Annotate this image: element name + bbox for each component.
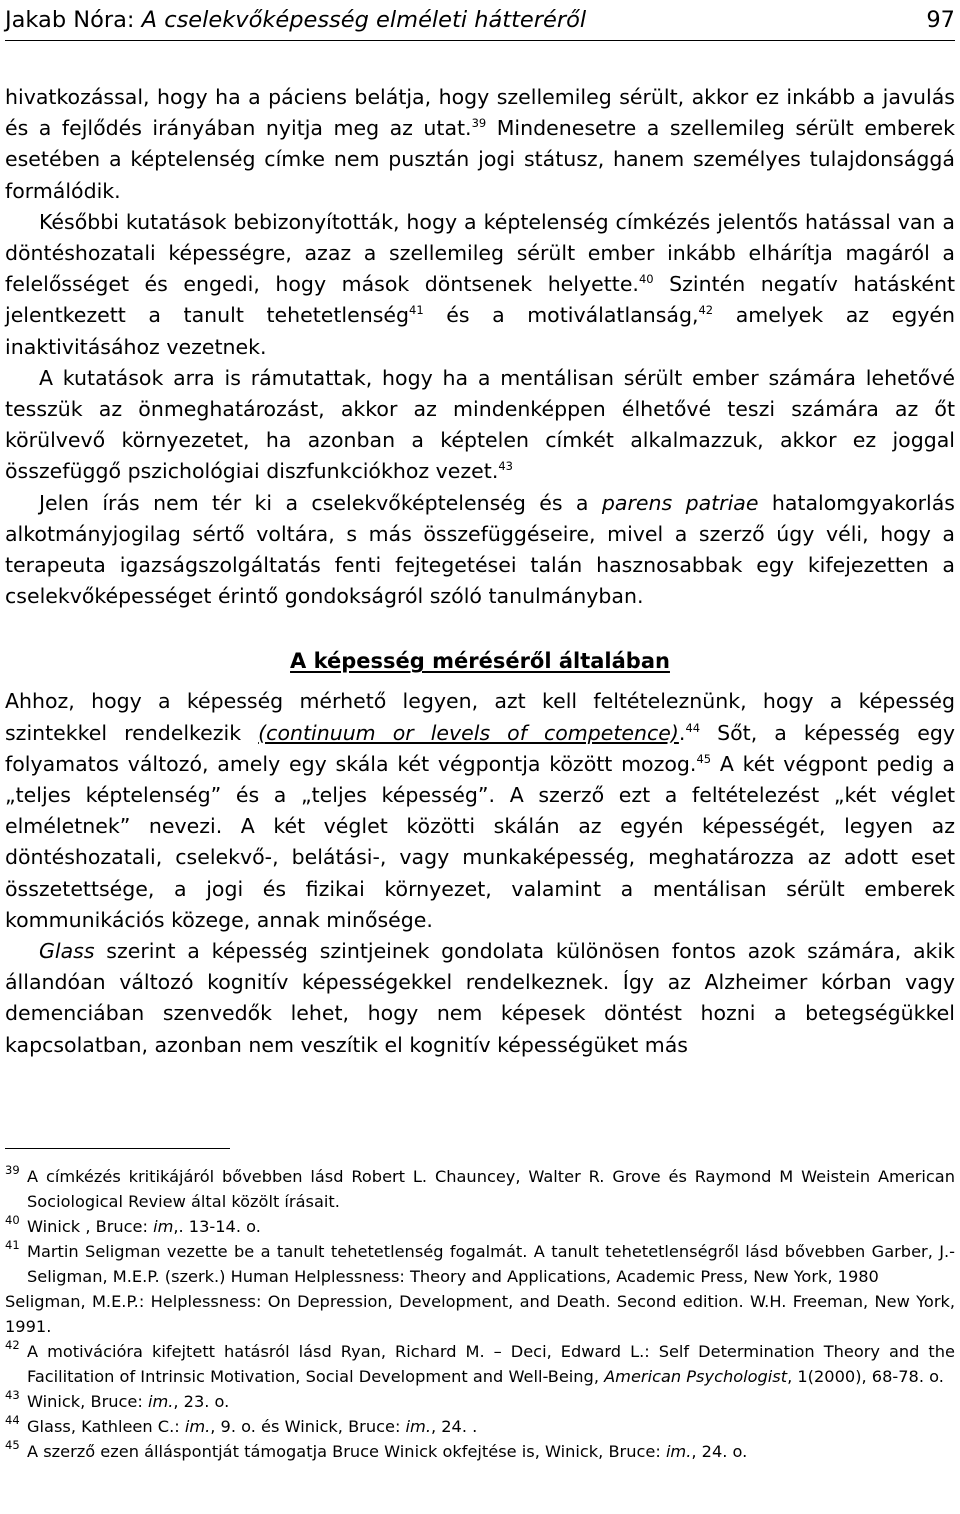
footnote-41 bbox=[5, 1239, 955, 1289]
paragraph-5 bbox=[5, 686, 955, 936]
main-text bbox=[5, 82, 955, 1061]
footnote-ref-43[interactable]: 43 bbox=[498, 459, 513, 474]
text-run: . bbox=[678, 720, 686, 745]
footnote-number: 40 bbox=[5, 1213, 20, 1227]
footnote-ref-40[interactable]: 40 bbox=[638, 272, 654, 287]
footnote-text: ,. 13-14. o. bbox=[173, 1217, 261, 1236]
footnote-ref-45[interactable]: 45 bbox=[696, 751, 712, 766]
italic-term: parens patriae bbox=[601, 490, 759, 515]
footnote-text: , 9. o. és Winick, Bruce: bbox=[210, 1417, 406, 1436]
footnote-41-continued bbox=[5, 1289, 955, 1339]
footnote-43 bbox=[5, 1389, 955, 1414]
paragraph-4 bbox=[5, 488, 955, 613]
footnotes bbox=[5, 1164, 955, 1464]
text-run: hatalomgyakorlás alkotmányjogilag sértő voltára, s más összefüggéseire, mivel a szerző úgy véli, hogy a terapeuta igazságszolgáltatás fenti fejtegetései talán hasznosabbak egy kifejezetten a cselekvőképességet érintő gondokságról szóló tanulmányban. bbox=[5, 490, 955, 609]
footnote-text: Martin Seligman vezette be a tanult tehetetlenség fogalmát. A tanult tehetetlenségről lásd bővebben Garber, J.-Seligman, M.E.P. (szerk.) Human Helplessness: Theory and Applications, Academic Press, New York, 1980 bbox=[27, 1242, 955, 1286]
paragraph-6 bbox=[5, 936, 955, 1061]
footnote-text: A címkézés kritikájáról bővebben lásd Robert L. Chauncey, Walter R. Grove és Raymond M Weistein American Sociological Review által közölt írásait. bbox=[27, 1167, 955, 1211]
header-title bbox=[5, 0, 586, 40]
footnote-text: , 1(2000), 68-78. o. bbox=[787, 1367, 944, 1386]
italic-term: (continuum or levels of competence) bbox=[258, 720, 679, 745]
footnote-ref-42[interactable]: 42 bbox=[698, 303, 714, 318]
footnote-italic: im. bbox=[665, 1442, 692, 1461]
paragraph-3 bbox=[5, 363, 955, 488]
text-run: Ahhoz, hogy a képesség mérhető legyen, azt kell feltételeznünk, hogy a képesség szintekkel rendelkezik bbox=[5, 689, 955, 745]
footnote-italic: im bbox=[153, 1217, 174, 1236]
text-run: Szintén negatív hatásként jelentkezett a tanult tehetetlenség bbox=[5, 272, 955, 328]
footnote-number: 43 bbox=[5, 1388, 20, 1402]
text-run: és a motiválatlanság, bbox=[423, 303, 699, 328]
footnote-44 bbox=[5, 1414, 955, 1439]
page-number: 97 bbox=[926, 7, 955, 33]
text-run: amelyek az egyén inaktivitásához vezetnek. bbox=[5, 303, 955, 359]
footnote-text: , 24. . bbox=[430, 1417, 478, 1436]
footnote-45 bbox=[5, 1439, 955, 1464]
footnote-ref-44[interactable]: 44 bbox=[685, 720, 701, 735]
running-header bbox=[5, 0, 955, 41]
header-work-title: A cselekvőképesség elméleti hátteréről bbox=[141, 7, 587, 33]
footnote-separator bbox=[5, 1148, 230, 1149]
footnote-text: A szerző ezen álláspontját támogatja Bruce Winick okfejtése is, Winick, Bruce: bbox=[27, 1442, 666, 1461]
footnote-40 bbox=[5, 1214, 955, 1239]
footnote-text: , 24. o. bbox=[691, 1442, 748, 1461]
footnote-italic: im. bbox=[405, 1417, 431, 1436]
footnote-text: Winick , Bruce: bbox=[27, 1217, 154, 1236]
header-author: Jakab Nóra: bbox=[5, 7, 135, 33]
section-heading: A képesség méréséről általában bbox=[290, 649, 670, 674]
italic-term: Glass bbox=[39, 939, 95, 964]
footnote-text: Seligman, M.E.P.: Helplessness: On Depression, Development, and Death. Second edition. W.H. Freeman, New York, 1991. bbox=[5, 1292, 955, 1336]
text-run: A két végpont pedig a „teljes képtelenség” és a „teljes képesség”. A szerző ezt a feltételezést „két véglet elméletnek” nevezi. A két véglet közötti skálán az egyén képességét, legyen az döntéshozatali, cselekvő-, belátási-, vagy munkaképesség, meghatározza az adott eset összetettsége, a jogi és fizikai környezet, valamint a mentálisan sérült emberek kommunikációs közege, annak minősége. bbox=[5, 751, 955, 932]
footnote-number: 42 bbox=[5, 1338, 20, 1352]
footnote-text: , 23. o. bbox=[173, 1392, 230, 1411]
footnote-number: 44 bbox=[5, 1413, 20, 1427]
footnote-italic: im. bbox=[184, 1417, 211, 1436]
footnote-text: Glass, Kathleen C.: bbox=[27, 1417, 185, 1436]
text-run: szerint a képesség szintjeinek gondolata különösen fontos azok számára, akik állandóan változó kognitív képességekkel rendelkeznek. Így az Alzheimer kórban vagy demenciában szenvedők lehet, hogy nem képesek döntést hozni a betegségükkel kapcsolatban, azonban nem veszítik el kognitív képességüket más bbox=[5, 939, 955, 1057]
paragraph-2 bbox=[5, 207, 955, 363]
footnote-39 bbox=[5, 1164, 955, 1214]
footnote-italic: American Psychologist bbox=[604, 1367, 788, 1386]
paragraph-1 bbox=[5, 82, 955, 207]
text-run: Jelen írás nem tér ki a cselekvőképtelenség és a bbox=[39, 490, 602, 515]
footnote-42 bbox=[5, 1339, 955, 1389]
text-run: hivatkozással, hogy ha a páciens belátja, hogy szellemileg sérült, akkor ez inkább a javulás és a fejlődés irányában nyitja meg az utat. bbox=[5, 85, 955, 141]
footnote-text: A motivációra kifejtett hatásról lásd Ryan, Richard M. – Deci, Edward L.: Self Determination Theory and the Facilitation of Intrinsic Motivation, Social Development and Well-Being, bbox=[27, 1342, 955, 1386]
text-run: Későbbi kutatások bebizonyították, hogy a képtelenség címkézés jelentős hatással van a döntéshozatali képességre, azaz a szellemileg sérült ember inkább elhárítja magáról a felelősséget és engedi, hogy mások döntsenek helyette. bbox=[5, 209, 955, 297]
text-run: Mindenesetre a szellemileg sérült emberek esetében a képtelenség címke nem pusztán jogi státusz, hanem személyes tulajdonsággá formálódik. bbox=[5, 116, 955, 203]
footnote-italic: im. bbox=[147, 1392, 174, 1411]
section-spacer bbox=[5, 612, 955, 646]
text-run: Sőt, a képesség egy folyamatos változó, amely egy skála két végpontja között mozog. bbox=[5, 720, 956, 776]
footnote-number: 39 bbox=[5, 1163, 20, 1177]
footnote-number: 45 bbox=[5, 1438, 20, 1452]
text-run: A kutatások arra is rámutattak, hogy ha a mentálisan sérült ember számára lehetővé tesszük az önmeghatározást, akkor az mindenképpen élhetővé teszi számára az őt körülvevő környezetet, ha azonban a képtelen címkét alkalmazzuk, akkor ez joggal összefüggő pszichológiai diszfunkciókhoz vezet. bbox=[5, 365, 955, 484]
footnote-text: Winick, Bruce: bbox=[27, 1392, 148, 1411]
footnote-ref-39[interactable]: 39 bbox=[471, 116, 487, 131]
footnote-number: 41 bbox=[5, 1238, 20, 1252]
footnote-ref-41[interactable]: 41 bbox=[409, 303, 424, 318]
